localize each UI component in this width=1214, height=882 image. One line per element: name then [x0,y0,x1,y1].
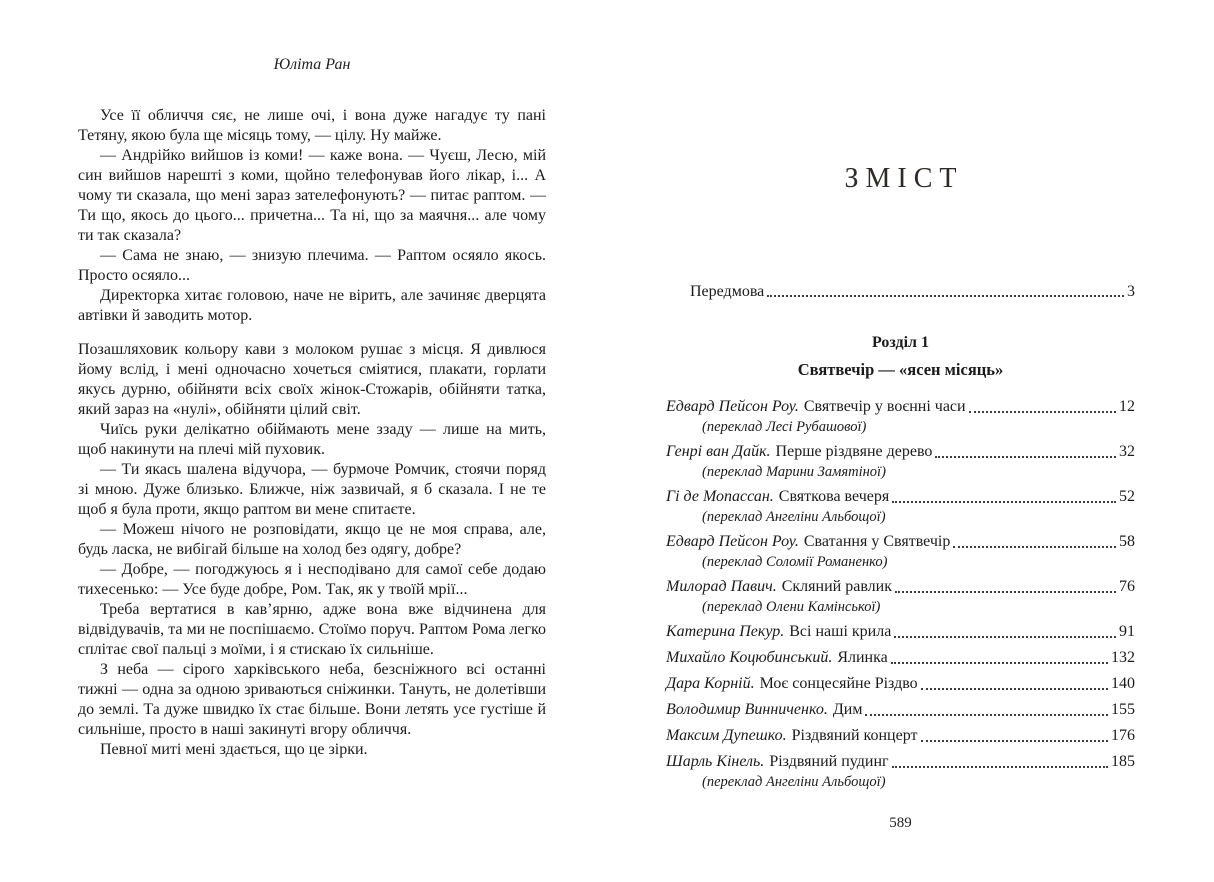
toc-entry-translator: (переклад Марини Замятіної) [702,464,886,480]
leader-dots [921,688,1108,690]
toc-entry-translator: (переклад Соломії Романенко) [702,554,888,570]
toc-entry-line [666,440,1135,463]
toc-entry-title: Сватання у Святвечір [803,533,951,550]
toc-entry-author: Катерина Пекур. [666,623,785,640]
toc-entry-line [666,530,1135,553]
chapter-title-heading: Святвечір — «ясен місяць» [797,360,1004,379]
leader-dots [921,740,1109,742]
toc-preface-label: Передмова [690,283,765,300]
leader-dots [894,636,1116,638]
toc-entry-title: Всі наші крила [789,623,892,640]
story-paragraph: Треба вертатися в кав’ярню, адже вона вже відчинена для відвідувачів, та ми не поспішаємо. Стоїмо поруч. Раптом Рома легко сплітає свої пальці з моїми, і я стискаю їх сильніше. [78,601,546,658]
toc-entry [666,750,1135,792]
toc-entry-page-number: 185 [1111,753,1135,770]
leader-dots [895,591,1116,593]
toc-entry-list [666,395,1135,792]
toc-entry-translator: (переклад Лесі Рубашової) [702,419,867,435]
toc-entry-title: Ялинка [837,649,888,666]
toc-entry [666,440,1135,482]
toc-entry-page-number: 132 [1111,649,1135,666]
toc-entry-title: Різдвяний пудинг [769,753,889,770]
toc-entry-page-number: 32 [1119,443,1135,460]
toc-entry-author: Гі де Мопассан. [666,488,774,505]
chapter-number-heading: Розділ 1 [871,334,930,351]
toc-entry-line [666,698,1135,721]
toc-entry-line [666,750,1135,773]
toc-entry [666,672,1135,695]
toc-entry-page-number: 76 [1119,578,1135,595]
leader-dots [892,766,1108,768]
story-paragraph: — Сама не знаю, — знизую плечима. — Раптом осяяло якось. Просто осяяло... [78,247,546,284]
toc-entry-page-number: 58 [1119,533,1135,550]
toc-entry-author: Шарль Кінель. [666,753,765,770]
leader-dots [935,456,1116,458]
toc-entry-page-number: 52 [1119,488,1135,505]
toc-entry-author: Дара Корній. [666,675,755,692]
toc-entry-page-number: 12 [1119,398,1135,415]
toc-entry-author: Генрі ван Дайк. [666,443,771,460]
toc-entry [666,485,1135,527]
story-paragraph: — Можеш нічого не розповідати, якщо це не моя справа, але, будь ласка, не вибігай більше на холод без одягу, добре? [78,521,546,558]
toc-entry [666,395,1135,437]
story-paragraph: Певної миті мені здається, що це зірки. [100,741,368,758]
toc-entry-title: Перше різдвяне дерево [775,443,933,460]
story-paragraph: Позашляховик кольору кави з молоком рушає з місця. Я дивлюся йому вслід, і мені одночасно хочеться сміятися, плакати, горлати якусь дурню, обійняти всіх своїх жінок-Стожарів, обійняти татка, який зараз на «нулі», обійняти цілий світ. [78,341,546,418]
toc-entry-line [666,672,1135,695]
toc-entry-author: Михайло Коцюбинський. [666,649,833,666]
toc-entry-author: Володимир Винниченко. [666,701,828,718]
toc-entry-author: Едвард Пейсон Роу. [666,533,799,550]
toc-entry-title: Різдвяний концерт [791,727,918,744]
toc-entry-title: Моє сонцесяйне Різдво [759,675,918,692]
toc-entry [666,530,1135,572]
toc-entry-author: Едвард Пейсон Роу. [666,398,799,415]
toc-preface-page-number: 3 [1127,283,1135,300]
toc-entry [666,646,1135,669]
story-paragraph: — Андрійко вийшов із коми! — каже вона. — Чуєш, Лесю, мій син вийшов нарешті з коми, щойно телефонував його лікар, і... А чому ти сказала, що мені зараз зателефонують? — питає раптом. — Ти що, якось до цього... причетна... Та ні, що за маячня... але чому ти так сказала? [78,147,546,244]
toc-title: ЗМІСТ [844,163,964,194]
story-paragraph: Чиїсь руки делікатно обіймають мене ззаду — лише на мить, щоб накинути на плечі мій пуховик. [78,421,546,458]
leader-dots [892,501,1116,503]
story-paragraph: — Добре, — погоджуюсь я і несподівано для самої себе додаю тихесенько: — Усе буде добре, Ром. Так, як у твоїй мрії... [78,561,546,598]
toc-entry-title: Святвечір у воєнні часи [803,398,966,415]
leader-dots [953,546,1116,548]
toc-entry-title: Святкова вечеря [778,488,890,505]
story-text [78,106,546,760]
story-paragraph: — Ти якась шалена відучора, — бурмоче Ромчик, стоячи поряд зі мною. Дуже близько. Ближче, ніж зазвичай, я б сказала. І не те щоб я була проти, якщо раптом ви мене спитаєте. [78,461,546,518]
toc-entry-page-number: 155 [1111,701,1135,718]
toc-entry [666,698,1135,721]
toc-entry-translator: (переклад Ангеліни Альбощої) [702,509,886,525]
right-page [666,0,1135,882]
leader-dots [865,714,1108,716]
toc-entry-line [666,395,1135,418]
toc-entry [666,620,1135,643]
toc-entry-translator: (переклад Ангеліни Альбощої) [702,774,886,790]
left-page [78,0,546,760]
toc-entry [666,575,1135,617]
toc-entry-author: Максим Дупешко. [666,727,787,744]
leader-dots [891,662,1108,664]
toc-entry [666,724,1135,747]
toc-preface-row [666,282,1135,302]
toc-entry-translator: (переклад Олени Камінської) [702,599,881,615]
leader-dots [767,295,1124,297]
toc-entry-page-number: 140 [1111,675,1135,692]
running-head-author: Юліта Ран [273,56,351,73]
story-paragraph: Директорка хитає головою, наче не вірить, але зачиняє дверцята автівки й заводить мотор. [78,287,546,324]
page-number-folio: 589 [889,815,912,831]
toc-entry-line [666,646,1135,669]
toc-entry-title: Скляний равлик [781,578,892,595]
toc-entry-page-number: 91 [1119,623,1135,640]
story-paragraph: З неба — сірого харківського неба, безсніжного всі останні тижні — одна за одною зриваються сніжинки. Тануть, не долетівши до землі. Та дуже швидко їх стає більше. Вони летять усе густіше й сильніше, просто в наші закинуті вгору обличчя. [78,661,546,738]
toc-entry-author: Милорад Павич. [666,578,777,595]
toc-entry-page-number: 176 [1111,727,1135,744]
toc-entry-line [666,485,1135,508]
story-paragraph: Усе її обличчя сяє, не лише очі, і вона дуже нагадує ту пані Тетяну, якою була ще місяць тому, — цілу. Ну майже. [78,107,546,144]
toc-entry-line [666,620,1135,643]
leader-dots [969,411,1116,413]
toc-entry-line [666,724,1135,747]
toc-entry-line [666,575,1135,598]
toc-entry-title: Дим [832,701,863,718]
